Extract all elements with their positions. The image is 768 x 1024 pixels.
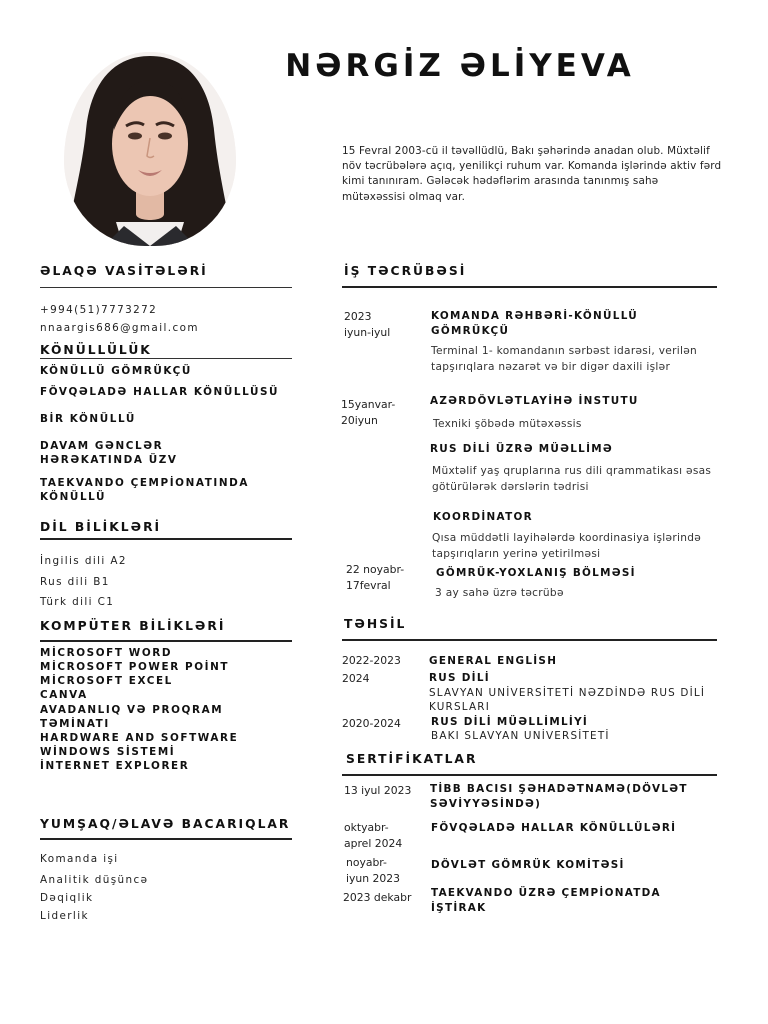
education-subtitle: BAKI SLAVYAN UNİVERSİTETİ xyxy=(431,730,610,742)
page-title: NƏRGİZ ƏLİYEVA xyxy=(285,48,635,84)
contact-email: nnaargis686@gmail.com xyxy=(40,322,199,334)
education-subtitle: SLAVYAN UNİVERSİTETİ NƏZDİNDƏ RUS DİLİ KURSLARI xyxy=(429,687,706,713)
experience-title: AZƏRDÖVLƏTLAYİHƏ İNSTUTU xyxy=(430,395,639,407)
certificates-divider xyxy=(342,774,717,776)
education-divider xyxy=(342,639,717,641)
computer-heading: KOMPÜTER BİLİKLƏRİ xyxy=(40,619,226,633)
volunteer-item: FÖVQƏLADƏ HALLAR KÖNÜLLÜSÜ xyxy=(40,386,280,398)
experience-title: KOORDİNATOR xyxy=(433,511,533,523)
soft-skill: Analitik düşüncə xyxy=(40,874,149,886)
education-date: 2024 xyxy=(342,672,370,685)
certificate-date: 2023 dekabr xyxy=(343,891,412,904)
languages-heading: DİL BİLİKLƏRİ xyxy=(40,520,162,534)
education-date: 2020-2024 xyxy=(342,717,401,730)
experience-desc: Qısa müddətli layihələrdə koordinasiya işlərində tapşırıqların yerinə yetirilməsi xyxy=(432,532,702,560)
soft-skill: Liderlik xyxy=(40,910,89,922)
certificates-heading: SERTİFİKATLAR xyxy=(346,752,478,766)
experience-desc: Terminal 1- komandanın sərbəst idarəsi, verilən tapşırıqlara nəzarət və bir digər daxili işlər xyxy=(431,345,698,373)
experience-divider xyxy=(342,286,717,288)
soft-skills-divider xyxy=(40,838,292,840)
certificate-date: noyabr- iyun 2023 xyxy=(346,856,400,885)
computer-skill: MİCROSOFT POWER POİNT xyxy=(40,661,230,673)
volunteer-item: DAVAM GƏNCLƏR HƏRƏKATINDA ÜZV xyxy=(40,440,178,466)
computer-skill: WİNDOWS SİSTEMİ xyxy=(40,746,176,758)
education-title: GENERAL ENGLİSH xyxy=(429,655,558,667)
computer-skill: CANVA xyxy=(40,689,88,701)
contact-phone: +994(51)7773272 xyxy=(40,304,158,316)
certificate-date: 13 iyul 2023 xyxy=(344,784,412,797)
experience-title: GÖMRÜK-YOXLANIŞ BÖLMƏSİ xyxy=(436,567,636,579)
volunteer-item: TAEKVANDO ÇEMPİONATINDA KÖNÜLLÜ xyxy=(40,477,250,503)
experience-desc: Müxtəlif yaş qruplarına rus dili qrammatikası əsas götürülərək dərslərin tədrisi xyxy=(432,465,712,493)
volunteer-heading: KÖNÜLLÜLÜK xyxy=(40,343,152,357)
experience-heading: İŞ TƏCRÜBƏSİ xyxy=(344,264,467,278)
computer-skill: AVADANLIQ VƏ PROQRAM TƏMİNATI xyxy=(40,704,224,731)
experience-desc: Texniki şöbədə mütəxəssis xyxy=(433,418,582,430)
experience-date: 22 noyabr- 17fevral xyxy=(346,563,405,592)
contact-divider xyxy=(40,287,292,288)
experience-title: RUS DİLİ ÜZRƏ MÜƏLLİMƏ xyxy=(430,443,614,455)
volunteer-divider xyxy=(40,358,292,359)
experience-desc: 3 ay sahə üzrə təcrübə xyxy=(435,587,564,599)
volunteer-item: BİR KÖNÜLLÜ xyxy=(40,413,136,425)
volunteer-item: KÖNÜLLÜ GÖMRÜKÇÜ xyxy=(40,365,192,377)
contact-heading: ƏLAQƏ VASİTƏLƏRİ xyxy=(40,264,208,278)
certificate-title: DÖVLƏT GÖMRÜK KOMİTƏSİ xyxy=(431,859,625,871)
education-title: RUS DİLİ xyxy=(429,672,490,684)
intro-summary: 15 Fevral 2003-cü il təvəllüdlü, Bakı şəhərində anadan olub. Müxtəlif növ təcrübələrə açıq, yenilikçi ruhum var. Komanda işlərində aktiv fərd kimi tanınıram. Gələcək hədəflərim arasında tanınmış sahə mütəxəssisi olmaq var. xyxy=(342,145,722,203)
education-title: RUS DİLİ MÜƏLLİMLİYİ xyxy=(431,716,589,728)
certificate-title: TAEKVANDO ÜZRƏ ÇEMPİONATDA İŞTİRAK xyxy=(431,887,661,914)
experience-date: 15yanvar- 20iyun xyxy=(341,398,396,427)
languages-divider xyxy=(40,538,292,540)
soft-skill: Dəqiqlik xyxy=(40,892,94,904)
computer-divider xyxy=(40,640,292,642)
education-heading: TƏHSİL xyxy=(344,617,407,631)
language-item: Türk dili C1 xyxy=(40,596,115,608)
soft-skills-heading: YUMŞAQ/ƏLAVƏ BACARIQLAR xyxy=(40,817,291,831)
education-date: 2022-2023 xyxy=(342,654,401,667)
language-item: İngilis dili A2 xyxy=(40,555,127,567)
computer-skill: MİCROSOFT EXCEL xyxy=(40,675,173,687)
computer-skill: İNTERNET EXPLORER xyxy=(40,760,190,772)
experience-title: KOMANDA RƏHBƏRİ-KÖNÜLLÜ GÖMRÜKÇÜ xyxy=(431,310,638,337)
certificate-title: TİBB BACISI ŞƏHADƏTNAMƏ(DÖVLƏT SƏVİYYƏSİNDƏ) xyxy=(430,783,688,810)
certificate-title: FÖVQƏLADƏ HALLAR KÖNÜLLÜLƏRİ xyxy=(431,822,677,834)
experience-date: 2023 iyun-iyul xyxy=(344,310,391,339)
language-item: Rus dili B1 xyxy=(40,576,110,588)
computer-skill: MİCROSOFT WORD xyxy=(40,647,173,659)
computer-skill: HARDWARE AND SOFTWARE xyxy=(40,732,239,744)
certificate-date: oktyabr- aprel 2024 xyxy=(344,821,403,850)
soft-skill: Komanda işi xyxy=(40,853,119,865)
